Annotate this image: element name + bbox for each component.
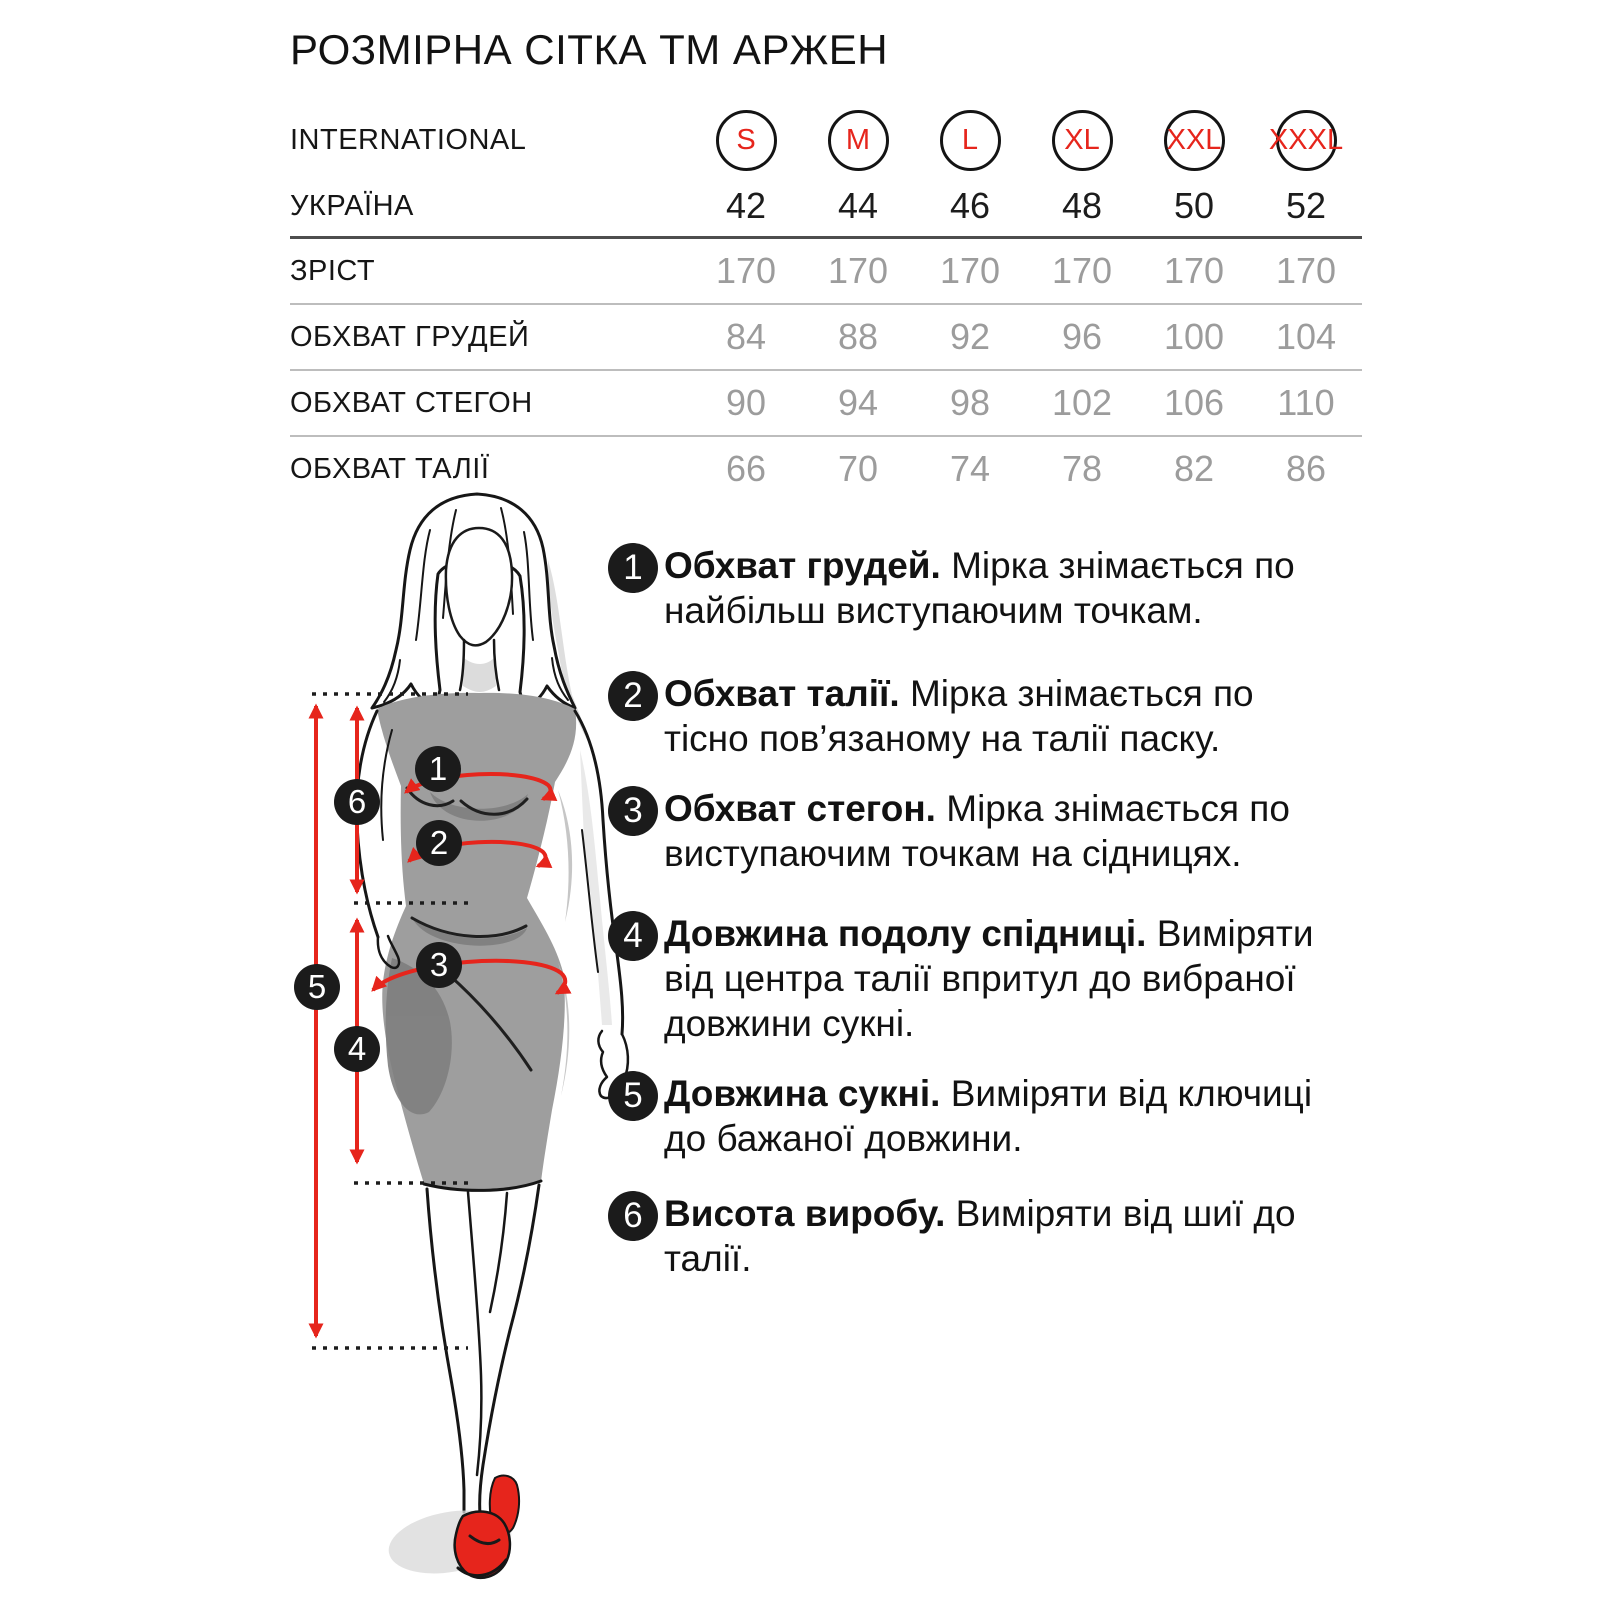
page-title: РОЗМІРНА СІТКА ТМ АРЖЕН: [290, 26, 889, 73]
legend-term: Довжина подолу спідниці.: [664, 913, 1147, 954]
row-value: 92: [949, 316, 991, 357]
marker-1-label: 1: [428, 750, 448, 787]
legend-term: Довжина сукні.: [664, 1073, 941, 1114]
row-value: 170: [1275, 250, 1337, 291]
row-value: 170: [939, 250, 1001, 291]
ua-size-value: 50: [1173, 185, 1215, 226]
legend-item: [608, 1071, 1368, 1161]
legend-badge: 5: [608, 1071, 658, 1121]
row-value: 102: [1051, 382, 1113, 423]
row-label: ЗРІСТ: [290, 254, 376, 287]
legend-item: [608, 543, 1368, 633]
legend-term: Обхват стегон.: [664, 788, 936, 829]
row-value: 106: [1163, 382, 1225, 423]
legend-badge: 3: [608, 786, 658, 836]
row-value: 70: [837, 448, 879, 489]
legend-badge: 4: [608, 911, 658, 961]
row-label: ОБХВАТ ГРУДЕЙ: [290, 320, 530, 353]
legend-term: Обхват грудей.: [664, 545, 941, 586]
legend-badge: 6: [608, 1191, 658, 1241]
row-value: 94: [837, 382, 879, 423]
row-label-ukraine: УКРАЇНА: [290, 189, 414, 222]
legend-text: [664, 911, 1324, 1046]
size-circle-m: M: [828, 110, 889, 171]
legend-text: [664, 786, 1324, 876]
legend-text: [664, 1071, 1324, 1161]
row-value: 84: [725, 316, 767, 357]
size-circle-xxl: XXL: [1164, 110, 1225, 171]
row-value: 86: [1285, 448, 1327, 489]
legend-badge: 2: [608, 671, 658, 721]
legend-term: Обхват талії.: [664, 673, 900, 714]
legend-text: [664, 671, 1324, 761]
marker-4-label: 4: [347, 1030, 367, 1067]
ua-size-value: 52: [1285, 185, 1327, 226]
row-value: 100: [1163, 316, 1225, 357]
row-value: 78: [1061, 448, 1103, 489]
legend-item: [608, 671, 1368, 761]
legend-text: [664, 1191, 1324, 1281]
ua-size-value: 42: [725, 185, 767, 226]
ua-size-value: 44: [837, 185, 879, 226]
row-value: 90: [725, 382, 767, 423]
ua-size-value: 46: [949, 185, 991, 226]
row-label: ОБХВАТ СТЕГОН: [290, 386, 533, 419]
row-value: 96: [1061, 316, 1103, 357]
row-value: 170: [715, 250, 777, 291]
ua-size-value: 48: [1061, 185, 1103, 226]
row-label-international: INTERNATIONAL: [290, 123, 527, 156]
row-value: 82: [1173, 448, 1215, 489]
row-value: 88: [837, 316, 879, 357]
legend-desc: Виміряти від центра талії впритул до вибраної довжини сукні.: [664, 913, 1314, 1044]
legend-item: [608, 911, 1368, 1046]
legend-badge: 1: [608, 543, 658, 593]
marker-5-label: 5: [307, 968, 327, 1005]
row-value: 98: [949, 382, 991, 423]
legend-desc: Мірка знімається по найбільш виступаючим точкам.: [664, 545, 1295, 631]
size-circle-s: S: [716, 110, 777, 171]
marker-2-label: 2: [429, 824, 449, 861]
marker-3-label: 3: [429, 946, 449, 983]
size-circle-xl: XL: [1052, 110, 1113, 171]
row-label: ОБХВАТ ТАЛІЇ: [290, 452, 490, 485]
marker-6-label: 6: [347, 783, 367, 820]
legend-item: [608, 786, 1368, 876]
legend-term: Висота виробу.: [664, 1193, 946, 1234]
row-value: 74: [949, 448, 991, 489]
size-circle-xxxl: XXXL: [1276, 110, 1337, 171]
legend-item: [608, 1191, 1368, 1281]
legend-desc: Виміряти від шиї до талії.: [664, 1193, 1296, 1279]
size-circle-l: L: [940, 110, 1001, 171]
legend-text: [664, 543, 1324, 633]
row-value: 104: [1275, 316, 1337, 357]
row-value: 110: [1277, 382, 1335, 423]
row-value: 170: [1051, 250, 1113, 291]
legend-desc: Мірка знімається по тісно пов’язаному на талії паску.: [664, 673, 1254, 759]
row-value: 66: [725, 448, 767, 489]
legend-desc: Виміряти від ключиці до бажаної довжини.: [664, 1073, 1313, 1159]
legend-desc: Мірка знімається по виступаючим точкам на сідницях.: [664, 788, 1290, 874]
row-value: 170: [1163, 250, 1225, 291]
row-value: 170: [827, 250, 889, 291]
